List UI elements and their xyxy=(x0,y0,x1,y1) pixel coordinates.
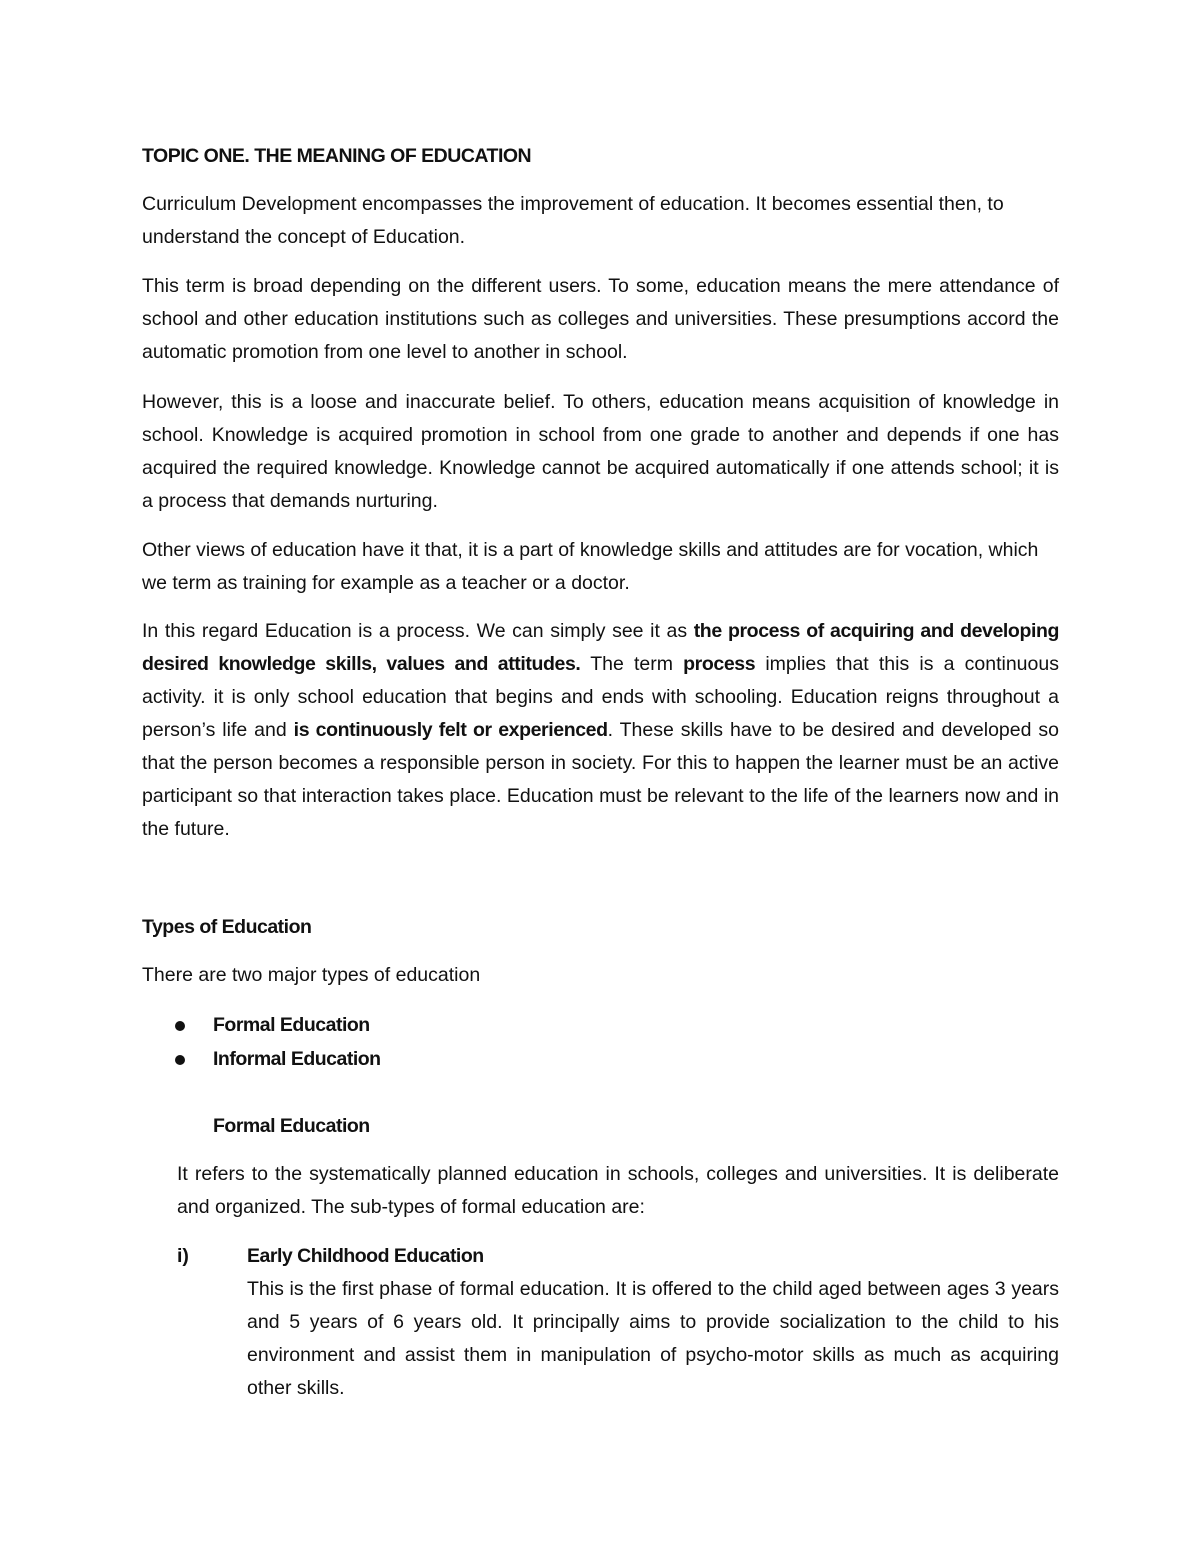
types-intro: There are two major types of education xyxy=(142,964,481,986)
subtype-number: i) xyxy=(177,1245,189,1267)
paragraph-curriculum: Curriculum Development encompasses the improvement of education. It becomes essential then, to understand the concept of Education. xyxy=(142,193,1004,248)
bullet-icon xyxy=(175,1021,185,1031)
bold-experienced: is continuously felt or experienced xyxy=(293,719,608,741)
text-span: . These skills have to be desired and developed so that the person becomes a responsible person in society. For this to happen the learner must be an active participant so that interaction takes place. Education must be relevant to the life of the learners now and in the future. xyxy=(142,719,1059,840)
paragraph-inaccurate-belief: However, this is a loose and inaccurate belief. To others, education means acquisition of knowledge in school. Knowledge is acquired promotion in school from one grade to another and depends if one has acquired the required knowledge. Knowledge cannot be acquired automatically if one attends school; it is a process that demands nurturing. xyxy=(142,391,1059,512)
text-span: implies that this is a continuous activity. it is only school education that begins and ends with schooling. Education reigns throughout a person’s life and xyxy=(142,653,1059,741)
list-item: Informal Education xyxy=(213,1048,381,1070)
paragraph-education-process xyxy=(142,615,1059,846)
bold-process: process xyxy=(683,653,756,675)
formal-education-heading: Formal Education xyxy=(213,1115,370,1137)
text-span: In this regard Education is a process. We can simply see it as xyxy=(142,620,694,642)
page-title: TOPIC ONE. THE MEANING OF EDUCATION xyxy=(142,145,532,167)
formal-education-text: It refers to the systematically planned education in schools, colleges and universities. It is deliberate and organized. The sub-types of formal education are: xyxy=(177,1163,1059,1218)
subtype-heading: Early Childhood Education xyxy=(247,1245,484,1267)
types-heading: Types of Education xyxy=(142,916,312,938)
paragraph-broad-term: This term is broad depending on the different users. To some, education means the mere attendance of school and other education institutions such as colleges and universities. These presumptions accord the automatic promotion from one level to another in school. xyxy=(142,275,1059,363)
text-span: The term xyxy=(580,653,684,675)
bold-definition: the process of acquiring and developing desired knowledge skills, values and attitudes. xyxy=(142,620,1059,675)
subtype-text: This is the first phase of formal education. It is offered to the child aged between ages 3 years and 5 years of 6 years old. It principally aims to provide socialization to the child to his environment and assist them in manipulation of psycho-motor skills as much as acquiring other skills. xyxy=(247,1278,1059,1399)
bullet-icon xyxy=(175,1055,185,1065)
paragraph-other-views: Other views of education have it that, it is a part of knowledge skills and attitudes are for vocation, which we term as training for example as a teacher or a doctor. xyxy=(142,539,1039,594)
list-item: Formal Education xyxy=(213,1014,370,1036)
